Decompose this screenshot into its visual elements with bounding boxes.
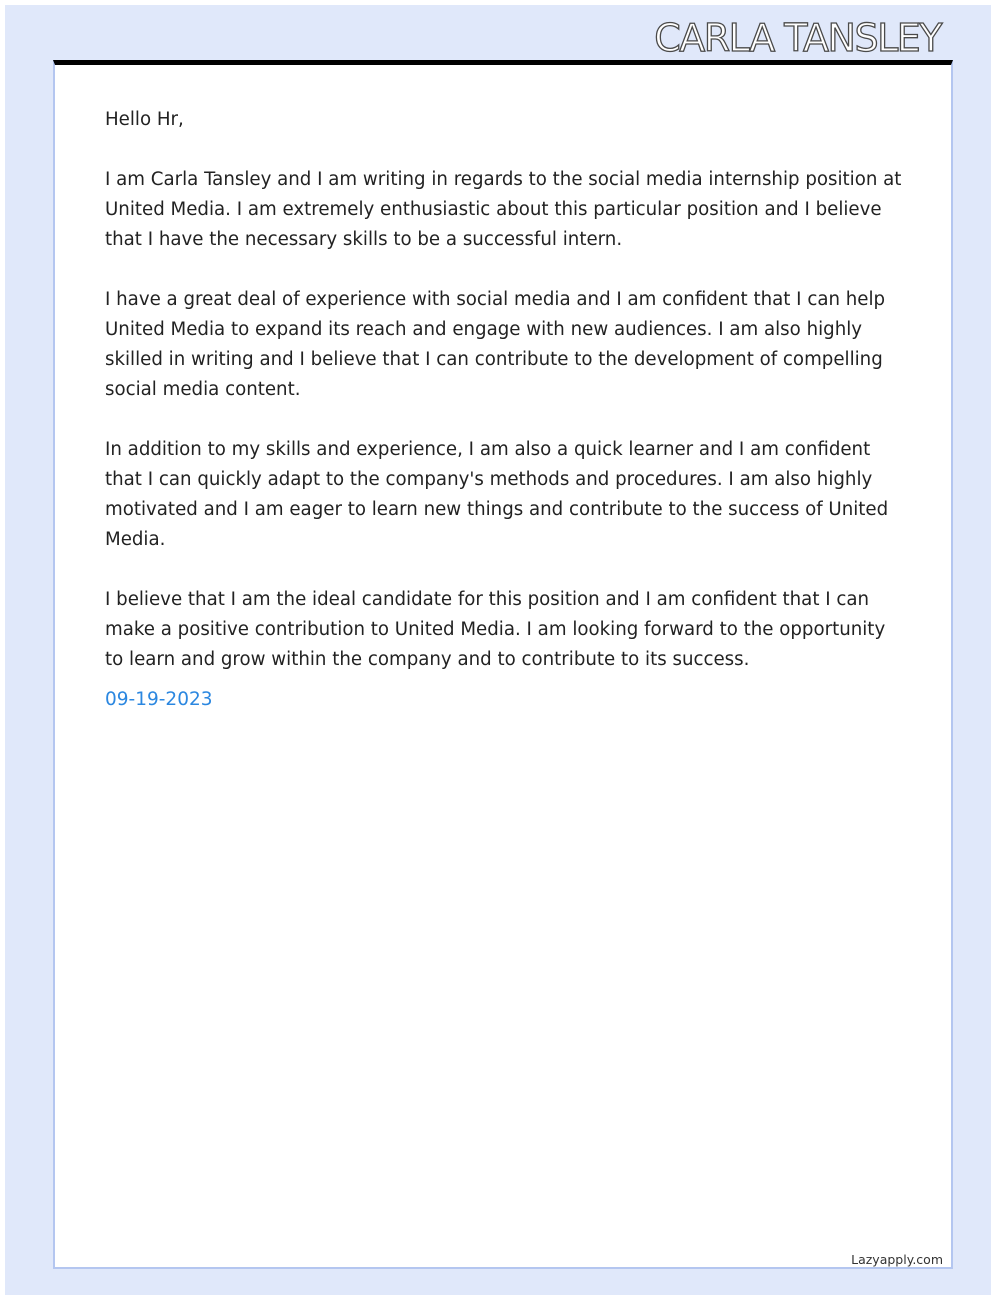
applicant-name-heading: CARLA TANSLEY	[654, 16, 941, 60]
letter-greeting: Hello Hr,	[105, 109, 184, 130]
letter-paragraph-3: In addition to my skills and experience, I am also a quick learner and I am confident that I can quickly adapt to the company's methods and procedures. I am also highly motivated and I am eager to learn new things and contribute to the success of United Media.	[105, 439, 889, 550]
watermark-link[interactable]: Lazyapply.com	[851, 1252, 943, 1267]
letter-paragraph-2: I have a great deal of experience with social media and I am confident that I can help United Media to expand its reach and engage with new audiences. I am also highly skilled in writing and I believe that I can contribute to the development of compelling social media content.	[105, 289, 886, 400]
document-background	[5, 5, 991, 1295]
letter-date: 09-19-2023	[105, 689, 213, 710]
cover-letter-body	[105, 105, 905, 715]
letter-page	[53, 60, 953, 1269]
letter-paragraph-1: I am Carla Tansley and I am writing in regards to the social media internship position at United Media. I am extremely enthusiastic about this particular position and I believe that I have the necessary skills to be a successful intern.	[105, 169, 902, 250]
letter-paragraph-4: I believe that I am the ideal candidate for this position and I am confident that I can make a positive contribution to United Media. I am looking forward to the opportunity to learn and grow within the company and to contribute to its success.	[105, 589, 886, 670]
